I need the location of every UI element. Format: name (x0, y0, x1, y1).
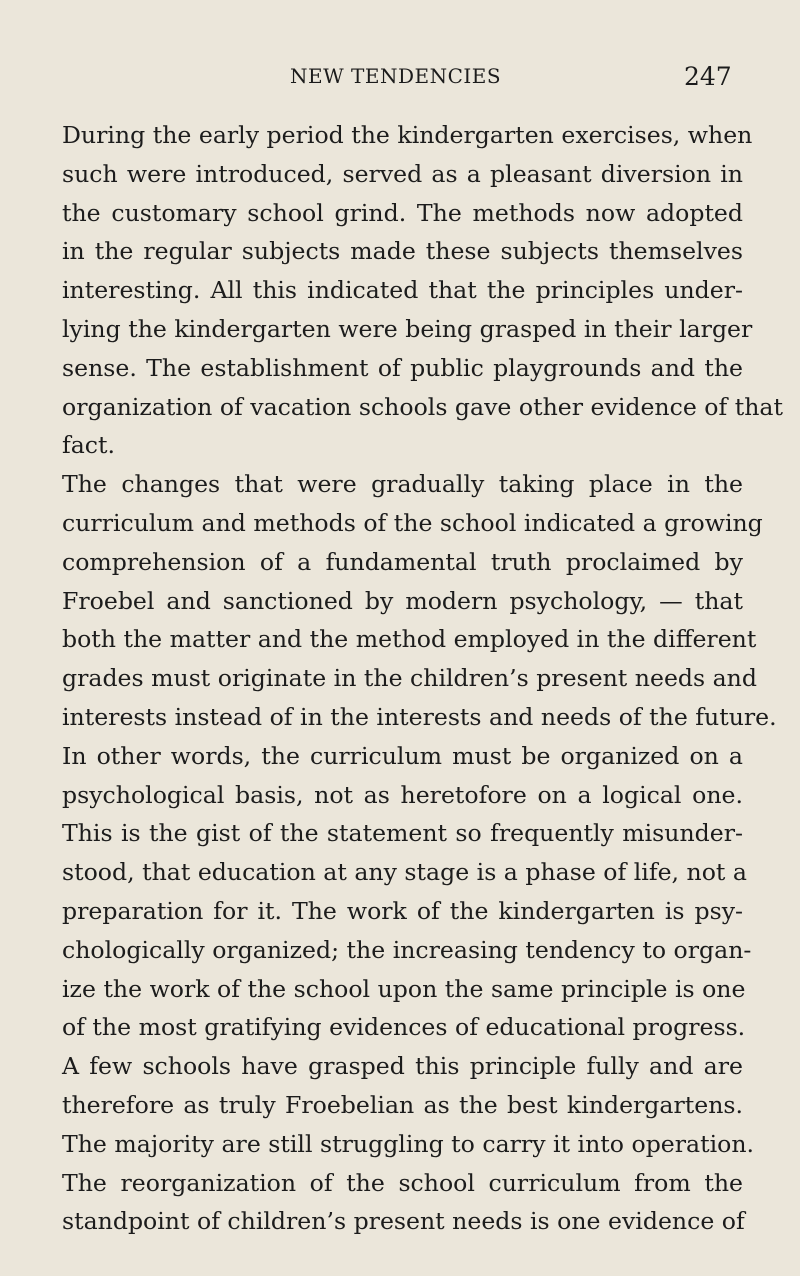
text-line: stood, that education at any stage is a phase of life, not a (62, 858, 747, 887)
text-line: in the regular subjects made these subjects themselves (62, 237, 743, 266)
text-line: The reorganization of the school curriculum from the (62, 1168, 743, 1197)
running-head (0, 62, 800, 98)
text-line: curriculum and methods of the school indicated a growing (62, 508, 763, 537)
text-line: The majority are still struggling to carry it into operation. (62, 1129, 755, 1158)
body-text (62, 116, 783, 1241)
text-line: fact. (62, 431, 115, 460)
text-line: In other words, the curriculum must be organized on a (62, 741, 743, 770)
text-line: interesting. All this indicated that the principles under- (62, 276, 743, 305)
text-line: organization of vacation schools gave other evidence of that (62, 392, 783, 421)
text-line: grades must originate in the children’s present needs and (62, 664, 757, 693)
text-line: psychological basis, not as heretofore on a logical one. (62, 780, 743, 809)
text-line: comprehension of a fundamental truth proclaimed by (62, 547, 743, 576)
text-line: chologically organized; the increasing tendency to organ- (62, 935, 752, 964)
text-line: ize the work of the school upon the same principle is one (62, 974, 746, 1003)
text-line: The changes that were gradually taking place in the (62, 470, 743, 499)
page-number: 247 (684, 62, 732, 91)
text-line: A few schools have grasped this principle fully and are (62, 1052, 743, 1081)
text-line: such were introduced, served as a pleasant diversion in (62, 159, 743, 188)
text-line: standpoint of children’s present needs is one evidence of (62, 1207, 745, 1236)
text-line: interests instead of in the interests and needs of the future. (62, 702, 777, 731)
text-line: sense. The establishment of public playgrounds and the (62, 353, 743, 382)
text-line: preparation for it. The work of the kindergarten is psy- (62, 896, 743, 925)
text-line: This is the gist of the statement so frequently misunder- (62, 819, 743, 848)
text-line: lying the kindergarten were being grasped in their larger (62, 314, 753, 343)
text-line: Froebel and sanctioned by modern psychology, — that (62, 586, 743, 615)
text-line: therefore as truly Froebelian as the best kindergartens. (62, 1090, 743, 1119)
text-line: both the matter and the method employed in the different (62, 625, 757, 654)
running-title: NEW TENDENCIES (290, 64, 502, 88)
text-line: During the early period the kindergarten exercises, when (62, 121, 753, 149)
text-line: the customary school grind. The methods now adopted (62, 198, 743, 227)
text-line: of the most gratifying evidences of educational progress. (62, 1013, 746, 1042)
